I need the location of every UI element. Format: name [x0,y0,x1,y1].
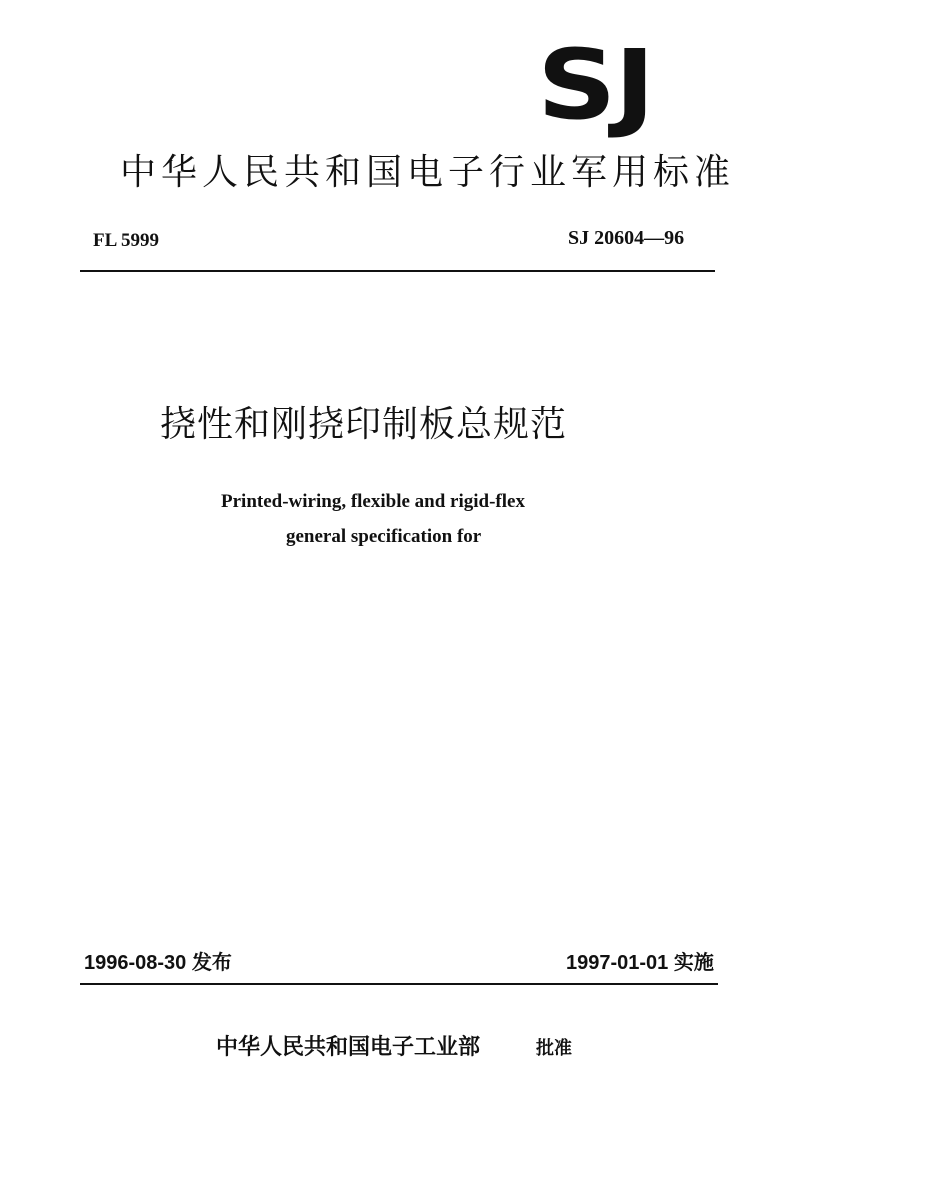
title-english-line2: general specification for [286,526,482,547]
standard-number: SJ 20604—96 [568,227,685,249]
bottom-divider [80,983,718,985]
top-divider [80,270,715,272]
title-english-line1: Printed-wiring, flexible and rigid-flex [221,491,525,512]
approving-authority: 中华人民共和国电子工业部 [216,1035,481,1060]
classification-code: FL 5999 [93,230,159,251]
issue-date: 1996-08-30 发布 [84,952,232,974]
approve-label: 批准 [536,1038,572,1059]
sj-logo: SJ [537,29,653,141]
standard-type-heading: 中华人民共和国电子行业军用标准 [120,152,736,193]
effective-date: 1997-01-01 实施 [566,952,714,974]
title-chinese: 挠性和刚挠印制板总规范 [160,404,568,445]
